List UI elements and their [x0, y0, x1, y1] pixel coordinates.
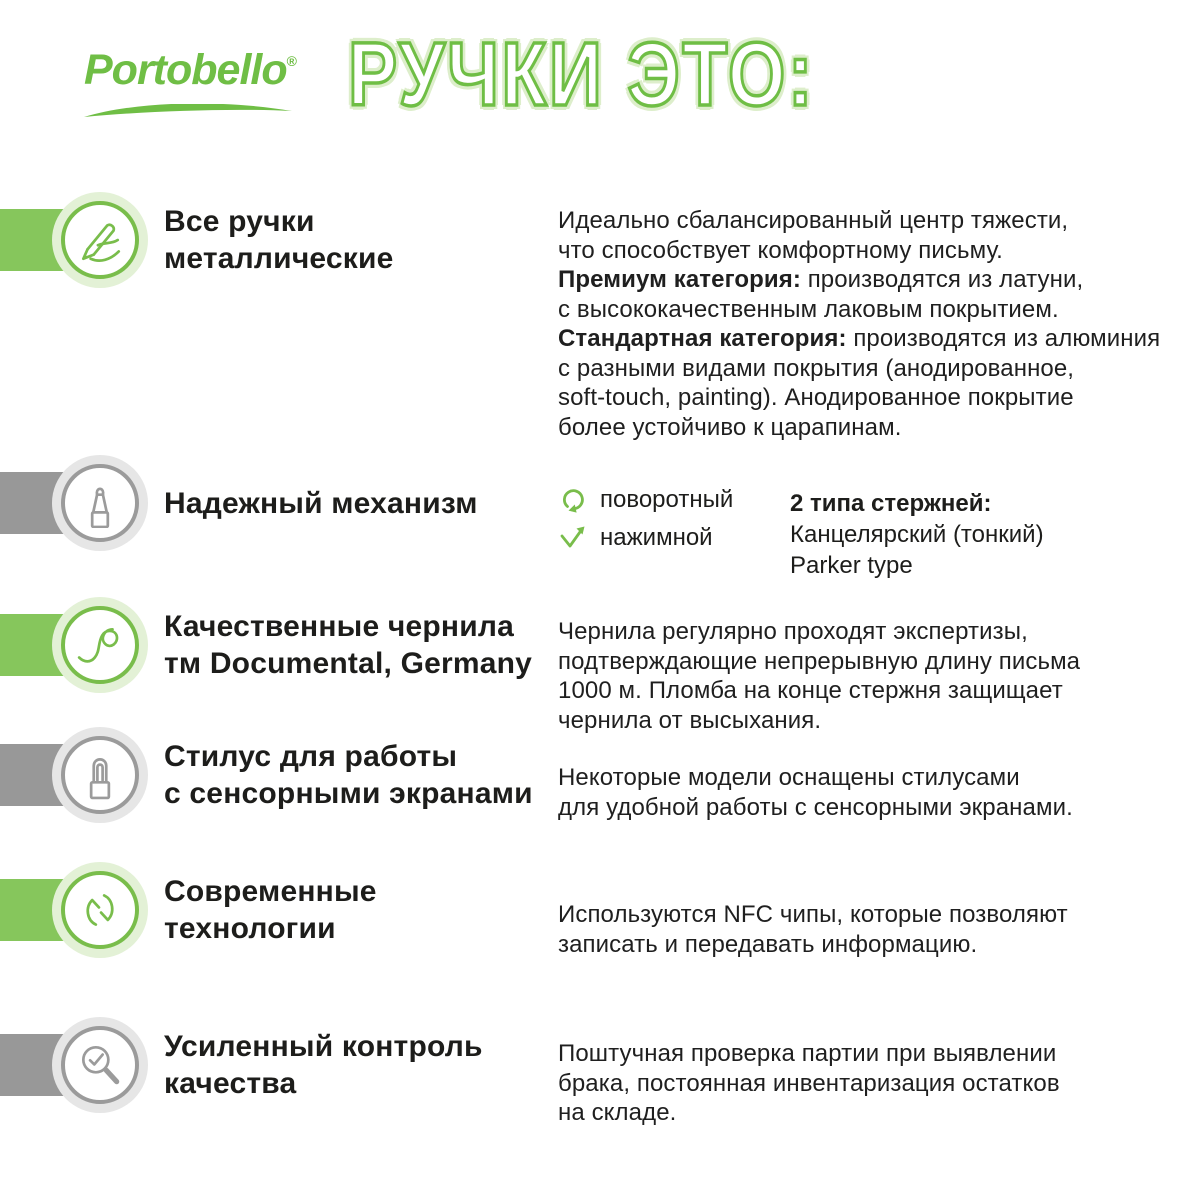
logo-swoosh-icon	[82, 104, 294, 120]
registered-trademark: ®	[286, 53, 297, 69]
row-heading: Надежный механизм	[164, 486, 478, 520]
magnifier-check-icon	[75, 1040, 125, 1090]
mechanism-label: нажимной	[600, 524, 713, 551]
mechanism-item-click	[558, 523, 733, 553]
row-heading: Усиленный контроль качества	[164, 1030, 483, 1100]
page-title-text: РУЧКИ ЭТО:	[348, 25, 815, 125]
icon-disc	[52, 727, 148, 823]
pen-tip-icon	[75, 478, 125, 528]
row-body: Чернила регулярно проходят экспертизы, подтверждающие непрерывную длину письма 1000 м. Пломба на конце стержня защищает чернила от высыхания.	[558, 618, 1081, 734]
twist-rotate-icon	[558, 485, 588, 515]
icon-circle	[61, 201, 139, 279]
icon-disc	[52, 862, 148, 958]
logo-text: Portobello	[84, 46, 287, 94]
portobello-logo	[84, 46, 304, 95]
feature-row-mechanism	[0, 455, 1200, 579]
icon-circle	[61, 464, 139, 542]
icon-circle	[61, 606, 139, 684]
ink-squiggle-icon	[75, 620, 125, 670]
feature-row-quality	[0, 1017, 1200, 1126]
row-body: Идеально сбалансированный центр тяжести, что способствует комфортному письму. Премиум категория: производятся из латуни, с высококачественным лаковым покрытием. Стандартная категория: производятся из алюминия с разными видами покрытия (анодированное, soft-touch, painting). Анодированное покрытие более устойчиво к царапинам.	[558, 207, 1161, 441]
mechanism-item-twist	[558, 485, 733, 515]
feature-row-technology	[0, 862, 1200, 958]
header	[0, 0, 1200, 160]
row-heading: Все ручки металлические	[164, 205, 394, 275]
click-press-icon	[558, 523, 588, 553]
row-body: Некоторые модели оснащены стилусами для удобной работы с сенсорными экранами.	[558, 764, 1073, 821]
feature-row-ink	[0, 597, 1200, 734]
row-heading: Современные технологии	[164, 875, 377, 945]
icon-circle	[61, 1026, 139, 1104]
row-heading: Качественные чернила тм Documental, Germany	[164, 610, 533, 680]
icon-disc	[52, 192, 148, 288]
icon-circle	[61, 736, 139, 814]
feature-row-metal-pens	[0, 192, 1200, 441]
icon-disc	[52, 455, 148, 551]
row-body: Поштучная проверка партии при выявлении брака, постоянная инвентаризация остатков на складе.	[558, 1040, 1060, 1126]
pen-in-hand-icon	[75, 215, 125, 265]
icon-circle	[61, 871, 139, 949]
page-title	[348, 25, 917, 125]
row-heading: Стилус для работы с сенсорными экранами	[164, 740, 533, 810]
row-body: Используются NFC чипы, которые позволяют записать и передавать информацию.	[558, 901, 1068, 958]
icon-disc	[52, 597, 148, 693]
mechanism-list	[558, 485, 733, 561]
stylus-icon	[75, 750, 125, 800]
feature-row-stylus	[0, 727, 1200, 823]
nfc-icon	[75, 885, 125, 935]
icon-disc	[52, 1017, 148, 1113]
mechanism-label: поворотный	[600, 486, 734, 513]
refill-types-title: 2 типа стержней:	[790, 490, 992, 517]
refill-types	[790, 488, 1044, 581]
refill-types-list: Канцелярский (тонкий) Parker type	[790, 521, 1044, 579]
